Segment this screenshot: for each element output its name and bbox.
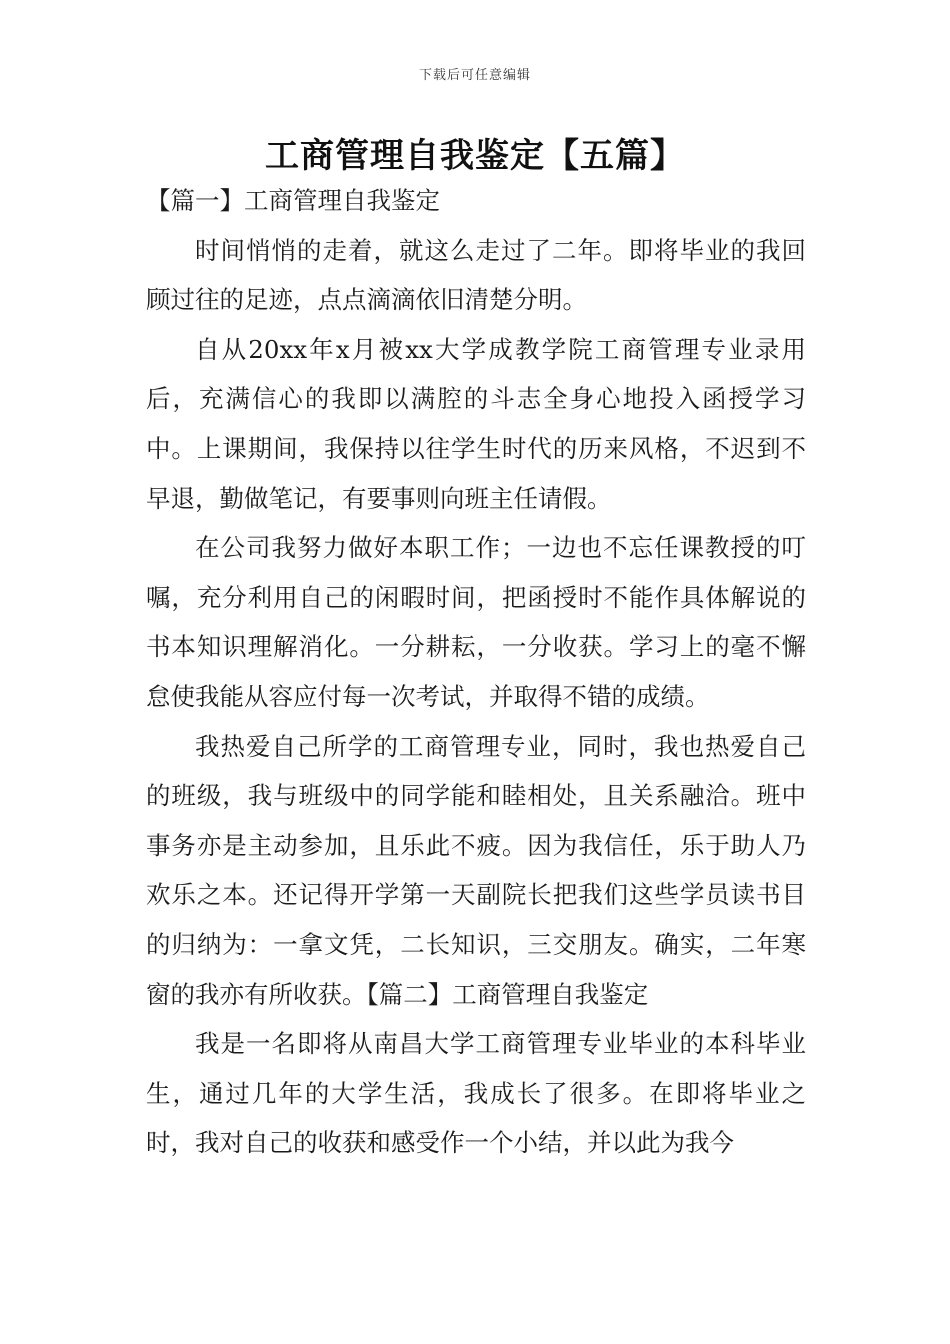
section-heading: 【篇一】工商管理自我鉴定 [146, 186, 440, 215]
paragraph: 自从20xx年x月被xx大学成教学院工商管理专业录用后，充满信心的我即以满腔的斗志全身心地投入函授学习中。上课期间，我保持以往学生时代的历来风格，不迟到不早退，勤做笔记，有要事则向班主任请假。 [146, 334, 806, 513]
document-title: 工商管理自我鉴定【五篇】 [265, 136, 685, 176]
document-body [146, 176, 806, 1168]
header-note: 下载后可任意编辑 [418, 68, 531, 83]
paragraph: 我是一名即将从南昌大学工商管理专业毕业的本科毕业生，通过几年的大学生活，我成长了很多。在即将毕业之时，我对自己的收获和感受作一个小结，并以此为我今 [146, 1029, 806, 1158]
paragraph: 在公司我努力做好本职工作；一边也不忘任课教授的叮嘱，充分利用自己的闲暇时间，把函授时不能作具体解说的书本知识理解消化。一分耕耘，一分收获。学习上的毫不懈怠使我能从容应付每一次考试，并取得不错的成绩。 [146, 533, 806, 711]
paragraph: 时间悄悄的走着，就这么走过了二年。即将毕业的我回顾过往的足迹，点点滴滴依旧清楚分明。 [146, 235, 806, 315]
paragraph: 我热爱自己所学的工商管理专业，同时，我也热爱自己的班级，我与班级中的同学能和睦相处，且关系融洽。班中事务亦是主动参加，且乐此不疲。因为我信任，乐于助人乃欢乐之本。还记得开学第一天副院长把我们这些学员读书目的归纳为：一拿文凭，二长知识，三交朋友。确实，二年寒窗的我亦有所收获。【篇二】工商管理自我鉴定 [146, 731, 806, 1009]
